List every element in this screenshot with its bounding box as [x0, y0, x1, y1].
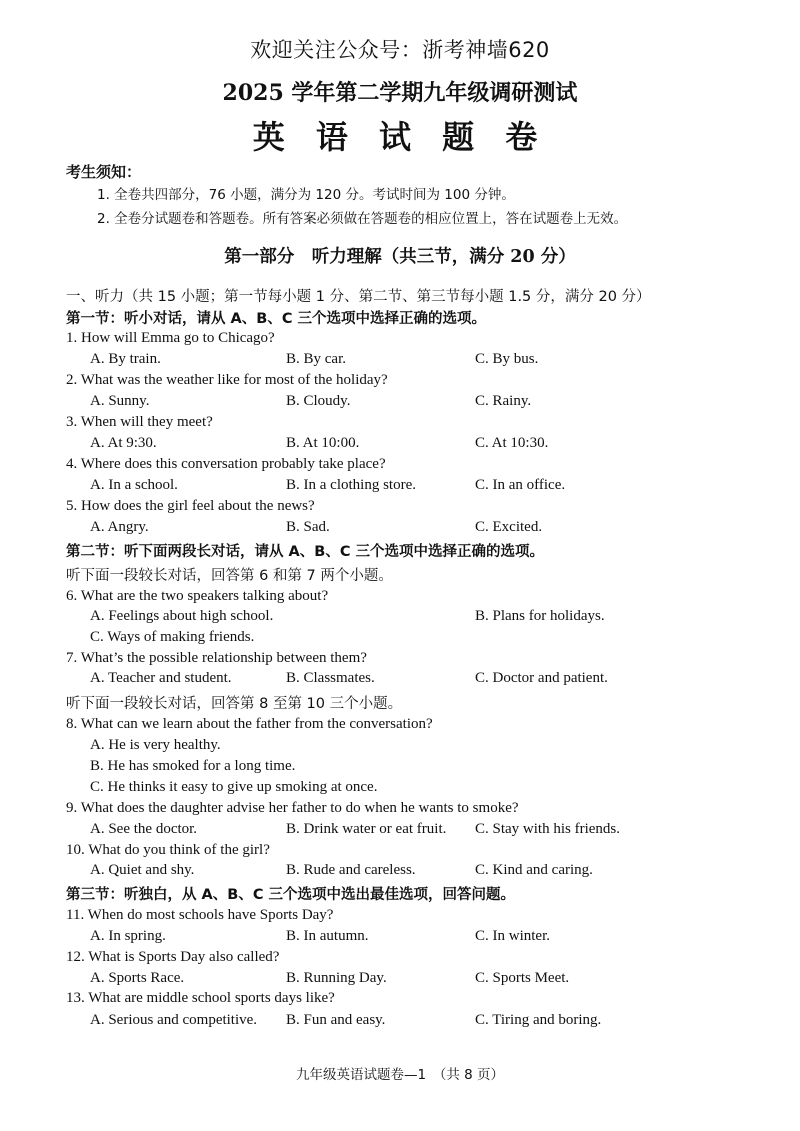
q12-option-b: B. Running Day. — [286, 970, 387, 986]
q1-option-b: B. By car. — [286, 351, 346, 367]
q3-option-a: A. At 9:30. — [90, 435, 157, 451]
q9-option-c: C. Stay with his friends. — [475, 821, 620, 837]
q13-option-a: A. Serious and competitive. — [90, 1012, 258, 1028]
q12-option-a: A. Sports Race. — [90, 970, 185, 986]
q10-option-c: C. Kind and caring. — [475, 862, 593, 878]
page-footer: 九年级英语试题卷—1 （共 8 页） — [295, 1067, 504, 1083]
exam-subtitle: 英 语 试 题 卷 — [252, 118, 548, 156]
question-11: 11. When do most schools have Sports Day? — [66, 907, 334, 923]
question-10: 10. What do you think of the girl? — [66, 842, 270, 858]
notice-item-2: 2. 全卷分试题卷和答题卷。所有答案必须做在答题卷的相应位置上，答在试题卷上无效。 — [97, 211, 628, 227]
q2-option-c: C. Rainy. — [475, 393, 532, 409]
question-1: 1. How will Emma go to Chicago? — [66, 330, 275, 346]
q3-option-c: C. At 10:30. — [475, 435, 549, 451]
section1-heading: 第一节：听小对话，请从 A、B、C 三个选项中选择正确的选项。 — [66, 311, 487, 327]
question-3: 3. When will they meet? — [66, 414, 213, 430]
q4-option-b: B. In a clothing store. — [286, 477, 416, 493]
watermark-banner: 欢迎关注公众号：浙考神墙620 — [250, 38, 550, 62]
q6-option-a: A. Feelings about high school. — [90, 608, 274, 624]
q7-option-b: B. Classmates. — [286, 670, 375, 686]
section-intro: 一、听力（共 15 小题；第一节每小题 1 分、第二节、第三节每小题 1.5 分，满分 20 分） — [66, 289, 651, 305]
question-13: 13. What are middle school sports days like? — [66, 990, 335, 1006]
exam-title: 2025 学年第二学期九年级调研测试 — [222, 80, 578, 106]
q8-option-c: C. He thinks it easy to give up smoking at once. — [90, 779, 378, 795]
q8-option-a: A. He is very healthy. — [90, 737, 221, 753]
question-12: 12. What is Sports Day also called? — [66, 949, 280, 965]
q11-option-c: C. In winter. — [475, 928, 550, 944]
question-8: 8. What can we learn about the father from the conversation? — [66, 716, 433, 732]
q2-option-b: B. Cloudy. — [286, 393, 351, 409]
q11-option-a: A. In spring. — [90, 928, 166, 944]
section2-instruction-a: 听下面一段较长对话，回答第 6 和第 7 两个小题。 — [66, 568, 393, 584]
q2-option-a: A. Sunny. — [90, 393, 150, 409]
question-7: 7. What’s the possible relationship between them? — [66, 650, 367, 666]
section2-heading: 第二节：听下面两段长对话，请从 A、B、C 三个选项中选择正确的选项。 — [66, 544, 545, 560]
q3-option-b: B. At 10:00. — [286, 435, 360, 451]
q9-option-b: B. Drink water or eat fruit. — [286, 821, 447, 837]
q12-option-c: C. Sports Meet. — [475, 970, 570, 986]
q13-option-b: B. Fun and easy. — [286, 1012, 386, 1028]
q1-option-a: A. By train. — [90, 351, 161, 367]
q6-option-b: B. Plans for holidays. — [475, 608, 605, 624]
q1-option-c: C. By bus. — [475, 351, 539, 367]
notice-heading: 考生须知： — [66, 163, 142, 181]
q6-option-c: C. Ways of making friends. — [90, 629, 255, 645]
notice-item-1: 1. 全卷共四部分，76 小题，满分为 120 分。考试时间为 100 分钟。 — [97, 187, 515, 203]
q7-option-a: A. Teacher and student. — [90, 670, 232, 686]
q5-option-c: C. Excited. — [475, 519, 543, 535]
question-9: 9. What does the daughter advise her father to do when he wants to smoke? — [66, 800, 519, 816]
part1-heading: 第一部分 听力理解（共三节，满分 20 分） — [224, 247, 576, 267]
q10-option-b: B. Rude and careless. — [286, 862, 416, 878]
q8-option-b: B. He has smoked for a long time. — [90, 758, 296, 774]
question-5: 5. How does the girl feel about the news? — [66, 498, 315, 514]
section2-instruction-b: 听下面一段较长对话，回答第 8 至第 10 三个小题。 — [66, 696, 403, 712]
q5-option-b: B. Sad. — [286, 519, 330, 535]
q9-option-a: A. See the doctor. — [90, 821, 198, 837]
question-2: 2. What was the weather like for most of the holiday? — [66, 372, 388, 388]
question-6: 6. What are the two speakers talking about? — [66, 588, 329, 604]
q10-option-a: A. Quiet and shy. — [90, 862, 195, 878]
q4-option-c: C. In an office. — [475, 477, 566, 493]
q7-option-c: C. Doctor and patient. — [475, 670, 608, 686]
q4-option-a: A. In a school. — [90, 477, 178, 493]
q13-option-c: C. Tiring and boring. — [475, 1012, 602, 1028]
section3-heading: 第三节：听独白，从 A、B、C 三个选项中选出最佳选项，回答问题。 — [66, 887, 516, 903]
question-4: 4. Where does this conversation probably take place? — [66, 456, 386, 472]
q5-option-a: A. Angry. — [90, 519, 149, 535]
q11-option-b: B. In autumn. — [286, 928, 369, 944]
